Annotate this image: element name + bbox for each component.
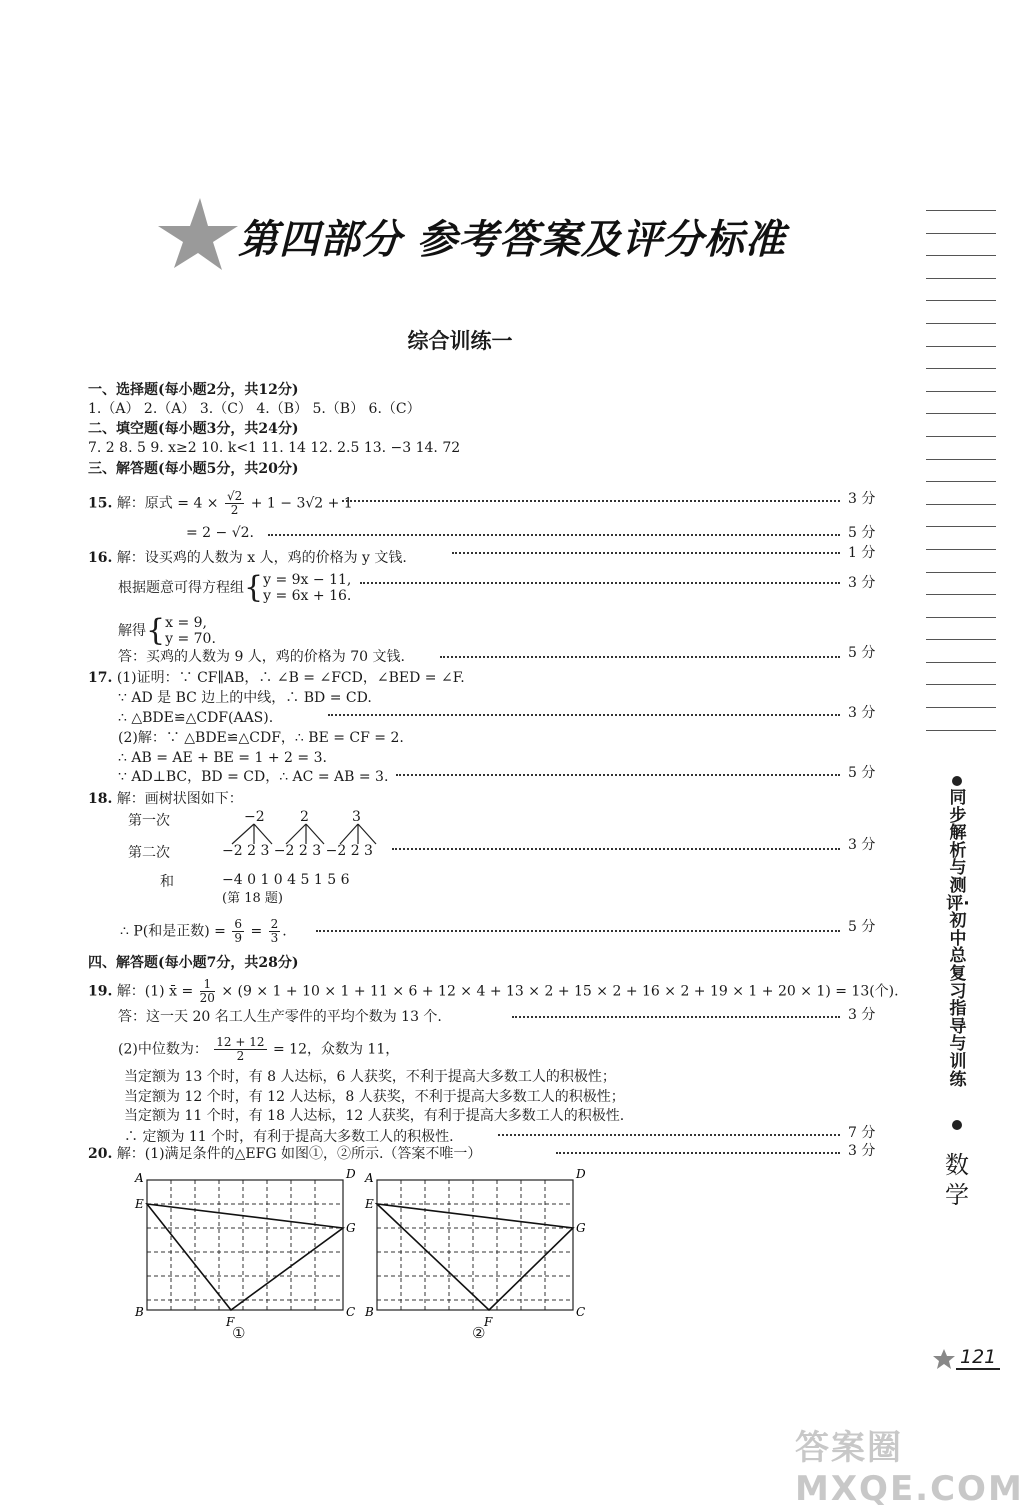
label-E: E [365,1197,374,1211]
bullet-icon [952,1120,962,1130]
bullet-icon [952,776,962,786]
frac-num: 12 + 12 [216,1035,265,1049]
label-D: D [346,1167,356,1181]
q18-fraction-1 [232,918,244,945]
q18-top-1: −2 [244,809,265,825]
q16-text-2: 根据题意可得方程组 [118,580,244,596]
q16-number: 16. [88,550,113,566]
q18-top-2: 2 [300,809,309,825]
dot-leader [512,1016,840,1018]
part1-heading: 一、选择题(每小题2分，共12分) [88,382,299,398]
frac-num: 6 [234,917,242,931]
watermark-text: 答案圈 MXQE.COM [795,1428,1024,1509]
part2-heading: 二、填空题(每小题3分，共24分) [88,421,299,437]
page-star-icon [932,1348,956,1374]
part2-answers: 7. 2 8. 5 9. x≥2 10. k<1 11. 14 12. 2.5 13. −3 14. 72 [88,440,461,456]
margin-rules [926,210,996,752]
q20-figure-1 [130,1168,360,1338]
q19-line5: 当定额为 12 个时，有 12 人达标，8 人获奖，不利于提高大多数工人的积极性； [124,1089,625,1105]
dot-leader [316,930,840,932]
banner-title: 第四部分 参考答案及评分标准 [238,216,786,263]
watermark [795,1420,1024,1509]
q18-sums: −4 0 1 0 4 5 1 5 6 [222,872,350,888]
q16-system [118,572,351,604]
label-B: B [135,1305,144,1319]
label-E: E [135,1197,144,1211]
q18-row3-label: 和 [160,874,174,890]
q16-line4: 答：买鸡的人数为 9 人，鸡的价格为 70 文钱. [118,649,405,665]
q20-score-1: 3 分 [848,1143,876,1159]
dot-leader [392,848,840,850]
brace: { [244,570,264,605]
q17-score-2: 5 分 [848,765,876,781]
q15-line2: = 2 − √2. [186,525,254,541]
label-F: F [484,1315,493,1329]
q15-line1 [88,490,353,517]
q18-second-draws: −2 2 3 −2 2 3 −2 2 3 [222,843,373,859]
q19-text-a: 解：(1) x̄ = [116,983,194,1000]
part3-heading: 三、解答题(每小题5分，共20分) [88,461,299,477]
q18-score-2: 5 分 [848,919,876,935]
q19-line7: ∴ 定额为 11 个时，有利于提高大多数工人的积极性. [124,1129,454,1145]
q17-line3: ∴ △BDE≌△CDF(AAS). [118,710,274,726]
q15-frac-num: √2 [226,489,243,503]
part1-answers: 1.（A） 2.（A） 3.（C） 4.（B） 5.（B） 6.（C） [88,401,421,417]
equals-sign: = [250,923,263,940]
q17-line6: ∵ AD⊥BC，BD = CD，∴ AC = AB = 3. [118,769,389,785]
label-G: G [346,1221,356,1235]
figure-1-caption: ① [232,1324,246,1342]
q15-fraction [225,490,244,517]
q15-text-a: 解：原式 = 4 × [116,495,219,512]
q15-score-2: 5 分 [848,525,876,541]
q19-line6: 当定额为 11 个时，有 18 人达标，12 人获奖，有利于提高大多数工人的积极性. [124,1108,625,1124]
q20-number: 20. [88,1146,113,1162]
q18-score-1: 3 分 [848,837,876,853]
q19-median-fraction [214,1036,266,1063]
q20-text-1: 解：(1)满足条件的△EFG 如图①，②所示.（答案不唯一） [116,1146,482,1162]
label-G: G [576,1221,586,1235]
dot-leader [452,552,840,554]
frac-den: 9 [234,931,242,945]
q15-frac-den: 2 [230,503,239,517]
label-B: B [365,1305,374,1319]
q16-score-3: 5 分 [848,645,876,661]
q17-number: 17. [88,670,113,686]
q19-text-3b: = 12，众数为 11， [272,1041,400,1058]
q19-line2: 答：这一天 20 名工人生产零件的平均个数为 13 个. [118,1009,442,1025]
q18-fraction-2 [269,918,281,945]
q16-text: 解：设买鸡的人数为 x 人，鸡的价格为 y 文钱. [116,550,407,566]
q17-line4: (2)解：∵ △BDE≌△CDF，∴ BE = CF = 2. [118,730,404,746]
q18-line1 [88,790,243,808]
q16-score-1: 1 分 [848,545,876,561]
q20-line1 [88,1145,481,1163]
banner-star-icon [150,196,240,276]
page-number: 121 [956,1346,1000,1370]
sidebar-subject: 数学 [945,1151,969,1209]
q18-text-1: 解：画树状图如下： [116,791,243,807]
q16-line1 [88,549,407,567]
frac-den: 20 [199,991,215,1005]
q18-row2-label: 第二次 [128,845,170,861]
q16-res2: y = 70. [165,631,216,647]
dot-leader [360,582,840,584]
dot-leader [440,656,840,658]
frac-den: 2 [236,1049,245,1063]
q19-score-2: 7 分 [848,1125,876,1141]
q19-line1 [88,978,899,1005]
q17-line1 [88,669,465,687]
q19-line4: 当定额为 13 个时，有 8 人达标，6 人获奖，不利于提高大多数工人的积极性； [124,1069,616,1085]
sidebar-series-title: 同步解析与测评·初中总复习指导与训练 [946,788,970,1090]
q18-top-3: 3 [352,809,361,825]
part4-heading: 四、解答题(每小题7分，共28分) [88,955,299,971]
dot-leader [556,1152,840,1154]
q18-row1-label: 第一次 [128,813,170,829]
frac-den: 3 [270,931,279,945]
q16-res1: x = 9, [165,615,207,631]
q16-eq2: y = 6x + 16. [263,588,352,604]
q16-results [165,615,216,647]
brace: { [146,613,166,648]
q19-line3 [118,1036,399,1063]
q18-prob-text: ∴ P(和是正数) = [120,923,226,940]
q15-score-1: 3 分 [848,491,876,507]
q18-caption: (第 18 题) [222,891,283,906]
q19-text-3a: (2)中位数为： [118,1041,208,1058]
q16-solution [118,615,216,647]
q15-text-b: + 1 − 3√2 + 1 [250,495,353,512]
q16-score-2: 3 分 [848,575,876,591]
q19-text-b: × (9 × 1 + 10 × 1 + 11 × 6 + 12 × 4 + 13 × 2 + 15 × 2 + 16 × 2 + 19 × 1 + 20 × 1) = 13(个). [221,983,899,1000]
label-F: F [226,1315,235,1329]
q17-line5: ∴ AB = AE + BE = 1 + 2 = 3. [118,750,327,766]
q15-number: 15. [88,495,113,512]
frac-num: 1 [200,978,215,992]
label-A: A [365,1171,374,1185]
dot-leader [498,1134,840,1136]
q19-number: 19. [88,983,113,1000]
q16-eq1: y = 9x − 11, [263,572,352,588]
q20-figure-2 [360,1168,590,1338]
dot-leader [268,534,840,536]
q18-number: 18. [88,791,113,807]
q16-text-3: 解得 [118,623,146,639]
label-D: D [576,1167,586,1181]
frac-num: 2 [270,917,279,931]
label-C: C [576,1305,586,1319]
q18-probability: ∴ P(和是正数) = $\frac{6}{9}$ = $\frac{2}{3}$ . [120,917,287,945]
q17-line2: ∵ AD 是 BC 边上的中线，∴ BD = CD. [118,690,372,706]
label-A: A [135,1171,144,1185]
section-title: 综合训练一 [407,329,513,353]
label-C: C [346,1305,356,1319]
q17-score-1: 3 分 [848,705,876,721]
q19-fraction [200,978,215,1005]
q17-text-1: (1)证明：∵ CF∥AB，∴ ∠B = ∠FCD，∠BED = ∠F. [116,670,465,686]
dot-leader [328,714,840,716]
figure-2-caption: ② [472,1324,486,1342]
q16-equations [263,572,351,604]
dot-leader [342,500,840,502]
dot-leader [396,774,840,776]
q19-score-1: 3 分 [848,1007,876,1023]
